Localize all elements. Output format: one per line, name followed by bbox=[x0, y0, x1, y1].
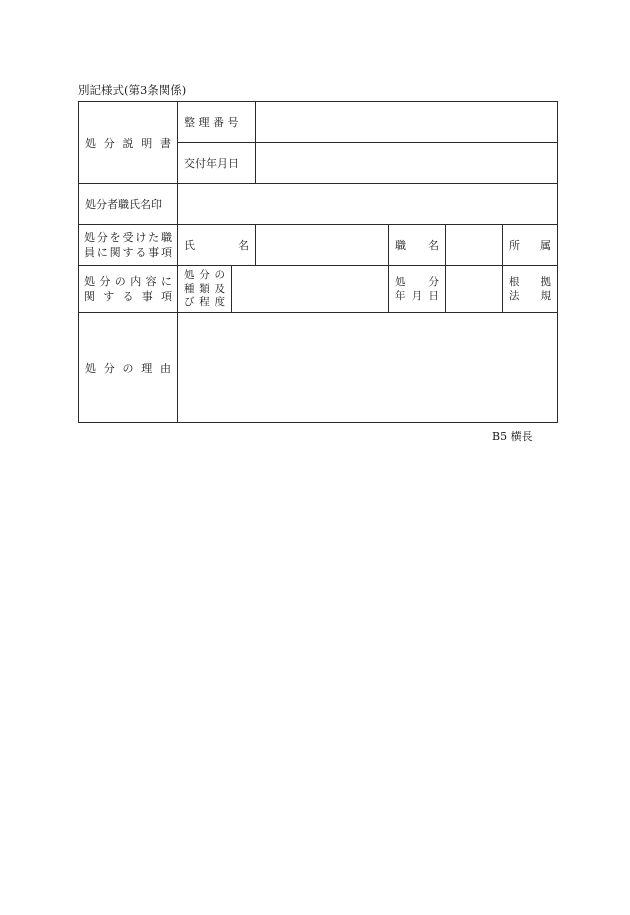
shurui-label-line1: 処分の bbox=[184, 269, 225, 282]
seiri-bango-label: 整 理 番 号 bbox=[184, 116, 239, 129]
seiri-bango-field[interactable] bbox=[256, 102, 558, 143]
paper-size-note: B5 横長 bbox=[492, 430, 533, 443]
disciplinary-form-table bbox=[78, 101, 558, 423]
form-heading: 別記様式(第3条関係) bbox=[78, 83, 187, 97]
shobunsha-field[interactable] bbox=[178, 184, 558, 225]
naiyo-label-line1: 処分の内容に bbox=[84, 275, 172, 288]
shurui-label-cell bbox=[178, 266, 232, 313]
kofu-nengappi-label-cell bbox=[178, 143, 256, 184]
kofu-nengappi-field[interactable] bbox=[256, 143, 558, 184]
shobun-nengappi-field[interactable] bbox=[446, 266, 503, 313]
shimei-label: 氏 名 bbox=[184, 239, 249, 252]
shurui-label bbox=[178, 269, 231, 309]
shokuin-label-line2: 員に関する事項 bbox=[84, 246, 172, 259]
shurui-label-line3: び程度 bbox=[184, 296, 225, 309]
shimei-label-cell bbox=[178, 225, 256, 266]
konkyo-label bbox=[503, 276, 557, 302]
shokuin-label bbox=[79, 231, 177, 259]
shozoku-label: 所 属 bbox=[509, 239, 552, 252]
konkyo-label-line1: 根 拠 bbox=[509, 276, 552, 288]
riyu-label: 処 分 の 理 由 bbox=[85, 361, 171, 375]
shobun-nengappi-label-line1: 処 分 bbox=[395, 276, 439, 288]
konkyo-label-line2: 法 規 bbox=[509, 289, 552, 302]
shobun-nengappi-label-cell bbox=[389, 266, 446, 313]
shokumei-label: 職 名 bbox=[395, 239, 439, 252]
shurui-field[interactable] bbox=[232, 266, 389, 313]
naiyo-label bbox=[79, 275, 177, 303]
konkyo-label-cell bbox=[503, 266, 558, 313]
shokumei-field[interactable] bbox=[446, 225, 503, 266]
shokumei-label-cell bbox=[389, 225, 446, 266]
seiri-bango-label-cell bbox=[178, 102, 256, 143]
shokuin-label-cell bbox=[79, 225, 178, 266]
shobunsha-label: 処分者職氏名印 bbox=[85, 198, 162, 211]
naiyo-label-line2: 関する事項 bbox=[84, 290, 172, 303]
form-title-cell bbox=[79, 102, 178, 184]
shobun-nengappi-label bbox=[389, 276, 445, 302]
riyu-field[interactable] bbox=[178, 313, 558, 423]
form-title: 処 分 説 明 書 bbox=[85, 136, 171, 150]
shurui-label-line2: 種類及 bbox=[184, 282, 225, 295]
shozoku-label-cell bbox=[503, 225, 558, 266]
kofu-nengappi-label: 交付年月日 bbox=[184, 157, 239, 170]
shobun-nengappi-label-line2: 年月日 bbox=[395, 289, 439, 302]
shokuin-label-line1: 処分を受けた職 bbox=[84, 231, 172, 244]
shobunsha-label-cell bbox=[79, 184, 178, 225]
naiyo-label-cell bbox=[79, 266, 178, 313]
shimei-field[interactable] bbox=[256, 225, 389, 266]
riyu-label-cell bbox=[79, 313, 178, 423]
